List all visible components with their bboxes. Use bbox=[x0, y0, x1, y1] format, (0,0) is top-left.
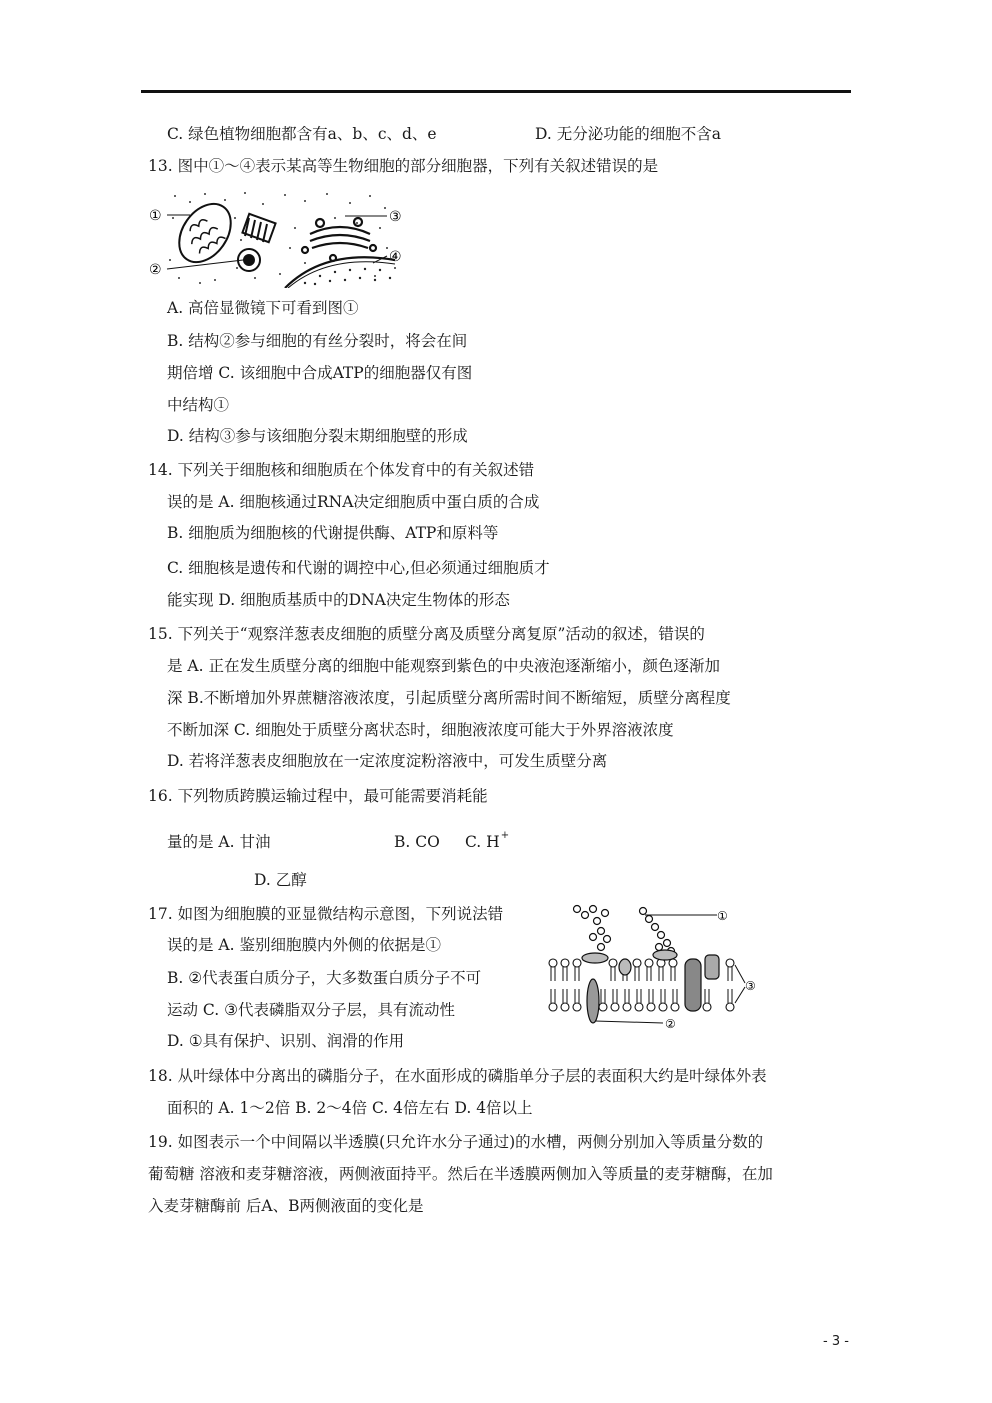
q14-line-3: B. 细胞质为细胞核的代谢提供酶、ATP和原料等 bbox=[167, 524, 499, 542]
q12-option-d: D. 无分泌功能的细胞不含a bbox=[535, 125, 721, 143]
q17-line-2: 误的是 A. 鉴别细胞膜内外侧的依据是① bbox=[167, 936, 441, 954]
q19-line-1: 19. 如图表示一个中间隔以半透膜(只允许水分子通过)的水槽，两侧分别加入等质量分数的 bbox=[148, 1133, 764, 1151]
fig17-label-3: ③ bbox=[745, 979, 756, 993]
q13-line-5: D. 结构③参与该细胞分裂末期细胞壁的形成 bbox=[167, 427, 468, 445]
q13-stem: 13. 图中①～④表示某高等生物细胞的部分细胞器，下列有关叙述错误的是 bbox=[148, 157, 659, 175]
q12-option-c: C. 绿色植物细胞都含有a、b、c、d、e bbox=[167, 125, 437, 143]
q17-line-4: 运动 C. ③代表磷脂双分子层，具有流动性 bbox=[167, 1001, 455, 1019]
q16-option-c bbox=[465, 832, 509, 855]
q16-option-d: D. 乙醇 bbox=[254, 871, 307, 889]
q13-line-2: B. 结构②参与细胞的有丝分裂时，将会在间 bbox=[167, 332, 468, 350]
q14-line-5: 能实现 D. 细胞质基质中的DNA决定生物体的形态 bbox=[167, 591, 510, 609]
q19-line-2: 葡萄糖 溶液和麦芽糖溶液，两侧液面持平。然后在半透膜两侧加入等质量的麦芽糖酶，在加 bbox=[148, 1165, 773, 1183]
q17-line-1: 17. 如图为细胞膜的亚显微结构示意图，下列说法错 bbox=[148, 905, 504, 923]
q18-line-2: 面积的 A. 1～2倍 B. 2～4倍 C. 4倍左右 D. 4倍以上 bbox=[167, 1099, 533, 1117]
page-number: - 3 - bbox=[823, 1334, 849, 1349]
q16-stem: 16. 下列物质跨膜运输过程中，最可能需要消耗能 bbox=[148, 787, 488, 805]
fig13-label-2: ② bbox=[149, 262, 162, 278]
glycocalyx-chains bbox=[574, 906, 675, 955]
fig13-label-1: ① bbox=[149, 208, 162, 224]
q17-line-3: B. ②代表蛋白质分子，大多数蛋白质分子不可 bbox=[167, 969, 482, 987]
q14-line-2: 误的是 A. 细胞核通过RNA决定细胞质中蛋白质的合成 bbox=[167, 493, 540, 511]
q13-line-1: A. 高倍显微镜下可看到图① bbox=[167, 299, 359, 317]
fig17-label-2: ② bbox=[665, 1017, 676, 1031]
fig17-label-1: ① bbox=[717, 909, 728, 923]
q15-line-2: 是 A. 正在发生质壁分离的细胞中能观察到紫色的中央液泡逐渐缩小，颜色逐渐加 bbox=[167, 657, 720, 675]
q15-line-1: 15. 下列关于“观察洋葱表皮细胞的质壁分离及质壁分离复原”活动的叙述，错误的 bbox=[148, 625, 705, 643]
golgi-shape bbox=[302, 218, 376, 261]
organelle-figure bbox=[145, 188, 415, 288]
centriole-shape bbox=[238, 214, 276, 271]
membrane-figure bbox=[545, 903, 770, 1033]
q15-line-5: D. 若将洋葱表皮细胞放在一定浓度淀粉溶液中，可发生质壁分离 bbox=[167, 752, 608, 770]
q16-option-a: 量的是 A. 甘油 bbox=[167, 833, 271, 851]
q13-line-3: 期倍增 C. 该细胞中合成ATP的细胞器仅有图 bbox=[167, 364, 473, 382]
q14-line-1: 14. 下列关于细胞核和细胞质在个体发育中的有关叙述错 bbox=[148, 461, 535, 479]
mitochondrion-shape bbox=[169, 194, 242, 272]
q16-option-b: B. CO bbox=[394, 833, 440, 851]
nucleus-edge-shape bbox=[285, 257, 395, 288]
q16-option-c-text: C. H bbox=[465, 833, 500, 851]
q15-line-3: 深 B.不断增加外界蔗糖溶液浓度，引起质壁分离所需时间不断缩短，质壁分离程度 bbox=[167, 689, 731, 707]
q16-option-c-sup: + bbox=[500, 830, 510, 841]
q19-line-3: 入麦芽糖酶前 后A、B两侧液面的变化是 bbox=[148, 1197, 424, 1215]
q15-line-4: 不断加深 C. 细胞处于质壁分离状态时，细胞液浓度可能大于外界溶液浓度 bbox=[167, 721, 674, 739]
q17-line-5: D. ①具有保护、识别、润滑的作用 bbox=[167, 1032, 405, 1050]
q14-line-4: C. 细胞核是遗传和代谢的调控中心,但必须通过细胞质才 bbox=[167, 559, 550, 577]
q13-line-4: 中结构① bbox=[167, 396, 230, 414]
header-rule bbox=[141, 90, 851, 93]
fig13-label-4: ④ bbox=[389, 249, 402, 265]
fig13-label-3: ③ bbox=[389, 209, 402, 225]
q18-line-1: 18. 从叶绿体中分离出的磷脂分子，在水面形成的磷脂单分子层的表面积大约是叶绿体外表 bbox=[148, 1067, 767, 1085]
